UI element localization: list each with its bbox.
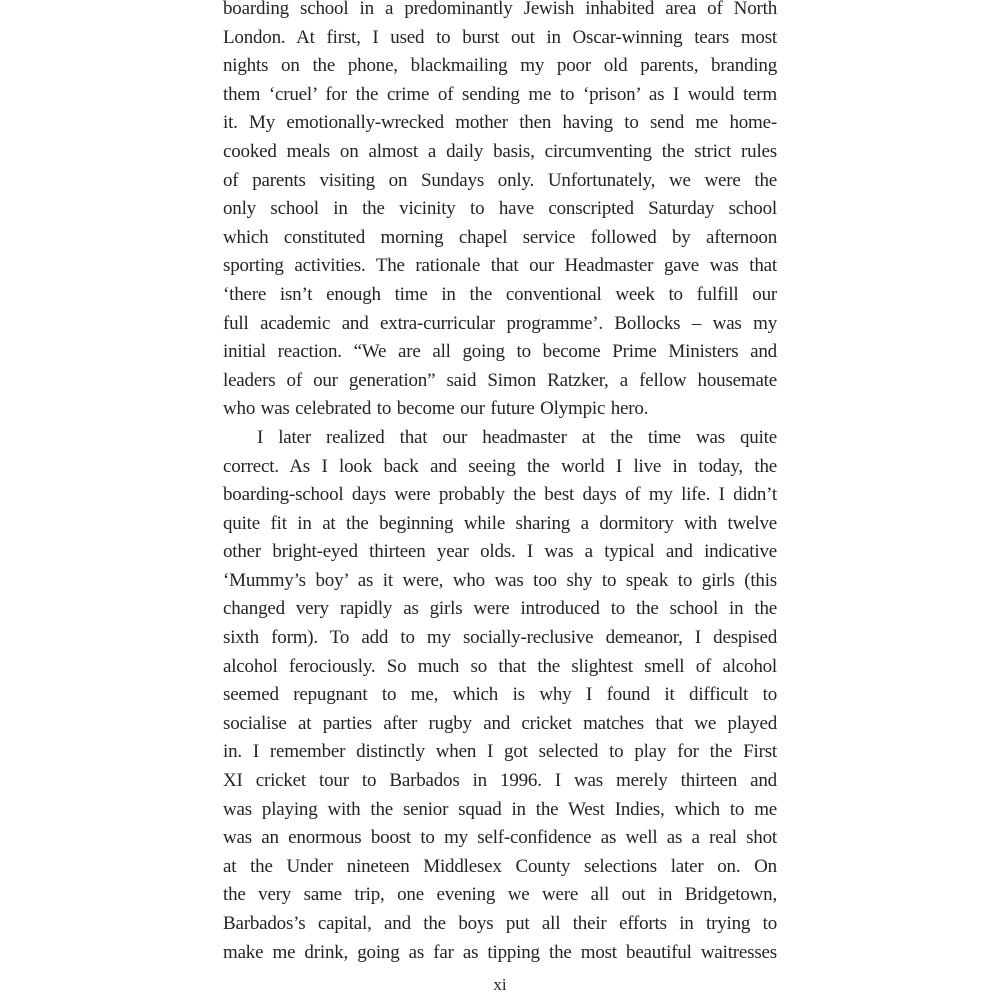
text-line-p1-15: who was celebrated to become our future Olympic hero.: [223, 398, 649, 420]
text-line-p1-12: full academic and extra-curricular programme’. Bollocks – was my: [223, 312, 777, 334]
text-line-p2-16: at the Under nineteen Middlesex County selections later on. On: [223, 855, 777, 877]
text-line-p2-17: the very same trip, one evening we were all out in Bridgetown,: [223, 884, 777, 906]
text-line-p1-14: leaders of our generation” said Simon Ratzker, a fellow housemate: [223, 369, 777, 391]
text-line-p2-8: sixth form). To add to my socially-reclusive demeanor, I despised: [223, 627, 777, 649]
text-line-p1-1: boarding school in a predominantly Jewish inhabited area of North: [223, 0, 777, 19]
text-line-p2-13: XI cricket tour to Barbados in 1996. I was merely thirteen and: [223, 770, 777, 792]
text-line-p2-5: other bright-eyed thirteen year olds. I was a typical and indicative: [223, 541, 777, 563]
text-line-p2-6: ‘Mummy’s boy’ as it were, who was too shy to speak to girls (this: [223, 569, 777, 591]
text-line-p2-14: was playing with the senior squad in the West Indies, which to me: [223, 798, 777, 820]
text-line-p1-9: which constituted morning chapel service followed by afternoon: [223, 226, 777, 248]
text-line-p1-5: it. My emotionally-wrecked mother then having to send me home-: [223, 112, 777, 134]
text-line-p1-7: of parents visiting on Sundays only. Unfortunately, we were the: [223, 169, 777, 191]
text-line-p1-11: ‘there isn’t enough time in the conventional week to fulfill our: [223, 283, 777, 305]
text-line-p2-19: make me drink, going as far as tipping the most beautiful waitresses: [223, 941, 777, 963]
text-line-p2-1: I later realized that our headmaster at the time was quite: [257, 426, 777, 448]
text-line-p2-12: in. I remember distinctly when I got selected to play for the First: [223, 741, 777, 763]
text-line-p1-3: nights on the phone, blackmailing my poor old parents, branding: [223, 55, 777, 77]
text-line-p2-18: Barbados’s capital, and the boys put all their efforts in trying to: [223, 913, 777, 934]
text-line-p2-11: socialise at parties after rugby and cricket matches that we played: [223, 712, 777, 734]
text-line-p2-9: alcohol ferociously. So much so that the slightest smell of alcohol: [223, 655, 777, 677]
text-line-p2-2: correct. As I look back and seeing the world I live in today, the: [223, 455, 777, 477]
page-number: xi: [493, 975, 507, 994]
text-line-p2-7: changed very rapidly as girls were introduced to the school in the: [223, 598, 777, 620]
text-line-p1-10: sporting activities. The rationale that our Headmaster gave was that: [223, 255, 777, 277]
body-text: [223, 0, 777, 967]
text-line-p2-3: boarding-school days were probably the best days of my life. I didn’t: [223, 484, 777, 506]
text-line-p1-13: initial reaction. “We are all going to become Prime Ministers and: [223, 341, 777, 363]
text-line-p2-4: quite fit in at the beginning while sharing a dormitory with twelve: [223, 512, 777, 534]
text-line-p1-4: them ‘cruel’ for the crime of sending me to ‘prison’ as I would term: [223, 83, 777, 105]
text-line-p2-10: seemed repugnant to me, which is why I found it difficult to: [223, 684, 777, 706]
text-line-p2-15: was an enormous boost to my self-confidence as well as a real shot: [223, 827, 777, 849]
text-line-p1-2: London. At first, I used to burst out in Oscar-winning tears most: [223, 26, 777, 48]
text-line-p1-8: only school in the vicinity to have conscripted Saturday school: [223, 198, 777, 220]
text-line-p1-6: cooked meals on almost a daily basis, circumventing the strict rules: [223, 140, 777, 162]
